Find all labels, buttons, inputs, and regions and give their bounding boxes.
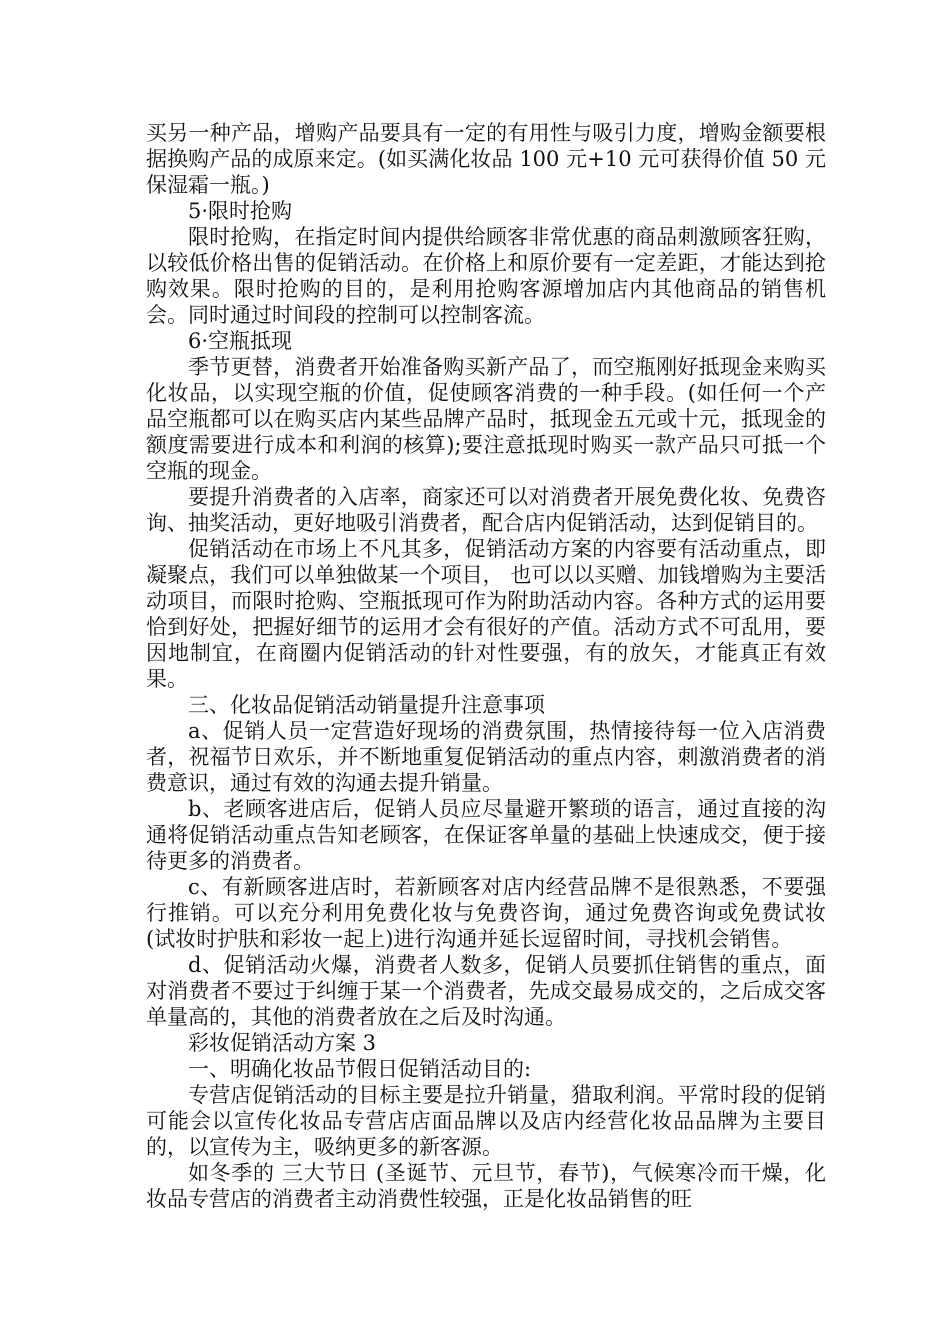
paragraph-winter-holidays: 如冬季的 三大节日 (圣诞节、元旦节，春节)，气候寒冷而干燥，化妆品专营店的消费者主动消费性较强，正是化妆品销售的旺 <box>146 1161 826 1211</box>
paragraph-promotion-focus: 促销活动在市场上不凡其多，促销活动方案的内容要有活动重点，即凝聚点，我们可以单独做某一个项目， 也可以以买赠、加钱增购为主要活动项目，而限时抢购、空瓶抵现可作为附助活动内容。各种方式的运用要恰到好处，把握好细节的运用才会有很好的产值。活动方式不可乱用，要因地制宜，在商圈内促销活动的针对性要强，有的放矢，才能真正有效果。 <box>146 537 826 691</box>
list-item-d: d、促销活动火爆，消费者人数多，促销人员要抓住销售的重点，面对消费者不要过于纠缠于某一个消费者，先成交最易成交的，之后成交客单量高的，其他的消费者放在之后及时沟通。 <box>146 953 826 1029</box>
section-heading-plan-3: 彩妆促销活动方案 3 <box>188 1031 377 1055</box>
section-heading-empty-bottle: 6·空瓶抵现 <box>188 329 293 353</box>
paragraph-flash-sale: 限时抢购，在指定时间内提供给顾客非常优惠的商品刺激顾客狂购，以较低价格出售的促销活动。在价格上和原价要有一定差距，才能达到抢购效果。限时抢购的目的，是利用抢购客源增加店内其他商品的销售机会。同时通过时间段的控制可以控制客流。 <box>146 225 826 327</box>
paragraph-continuation: 买另一种产品，增购产品要具有一定的有用性与吸引力度，增购金额要根据换购产品的成原来定。(如买满化妆品 100 元+10 元可获得价值 50 元保湿霜一瓶。) <box>146 121 826 197</box>
list-item-a: a、促销人员一定营造好现场的消费氛围，热情接待每一位入店消费者，祝福节日欢乐，并不断地重复促销活动的重点内容，刺激消费者的消费意识，通过有效的沟通去提升销量。 <box>146 719 826 795</box>
section-heading-flash-sale: 5·限时抢购 <box>188 199 293 223</box>
paragraph-empty-bottle: 季节更替，消费者开始准备购买新产品了，而空瓶刚好抵现金来购买化妆品，以实现空瓶的价值，促使顾客消费的一种手段。(如任何一个产品空瓶都可以在购买店内某些品牌产品时，抵现金五元或十元，抵现金的额度需要进行成本和利润的核算);要注意抵现时购买一款产品只可抵一个空瓶的现金。 <box>146 355 826 483</box>
document-page <box>146 120 826 1212</box>
section-heading-objective: 一、明确化妆品节假日促销活动目的: <box>188 1057 532 1081</box>
list-item-c: c、有新顾客进店时，若新顾客对店内经营品牌不是很熟悉，不要强行推销。可以充分利用免费化妆与免费咨询，通过免费咨询或免费试妆(试妆时护肤和彩妆一起上)进行沟通并延长逗留时间，寻找机会销售。 <box>146 875 826 951</box>
section-heading-notes: 三、化妆品促销活动销量提升注意事项 <box>188 693 545 717</box>
paragraph-objective: 专营店促销活动的目标主要是拉升销量，猎取利润。平常时段的促销可能会以宣传化妆品专营店店面品牌以及店内经营化妆品品牌为主要目的，以宣传为主，吸纳更多的新客源。 <box>146 1083 826 1159</box>
paragraph-store-entry: 要提升消费者的入店率，商家还可以对消费者开展免费化妆、免费咨询、抽奖活动，更好地吸引消费者，配合店内促销活动，达到促销目的。 <box>146 485 826 535</box>
list-item-b: b、老顾客进店后，促销人员应尽量避开繁琐的语言，通过直接的沟通将促销活动重点告知老顾客，在保证客单量的基础上快速成交，便于接待更多的消费者。 <box>146 797 826 873</box>
